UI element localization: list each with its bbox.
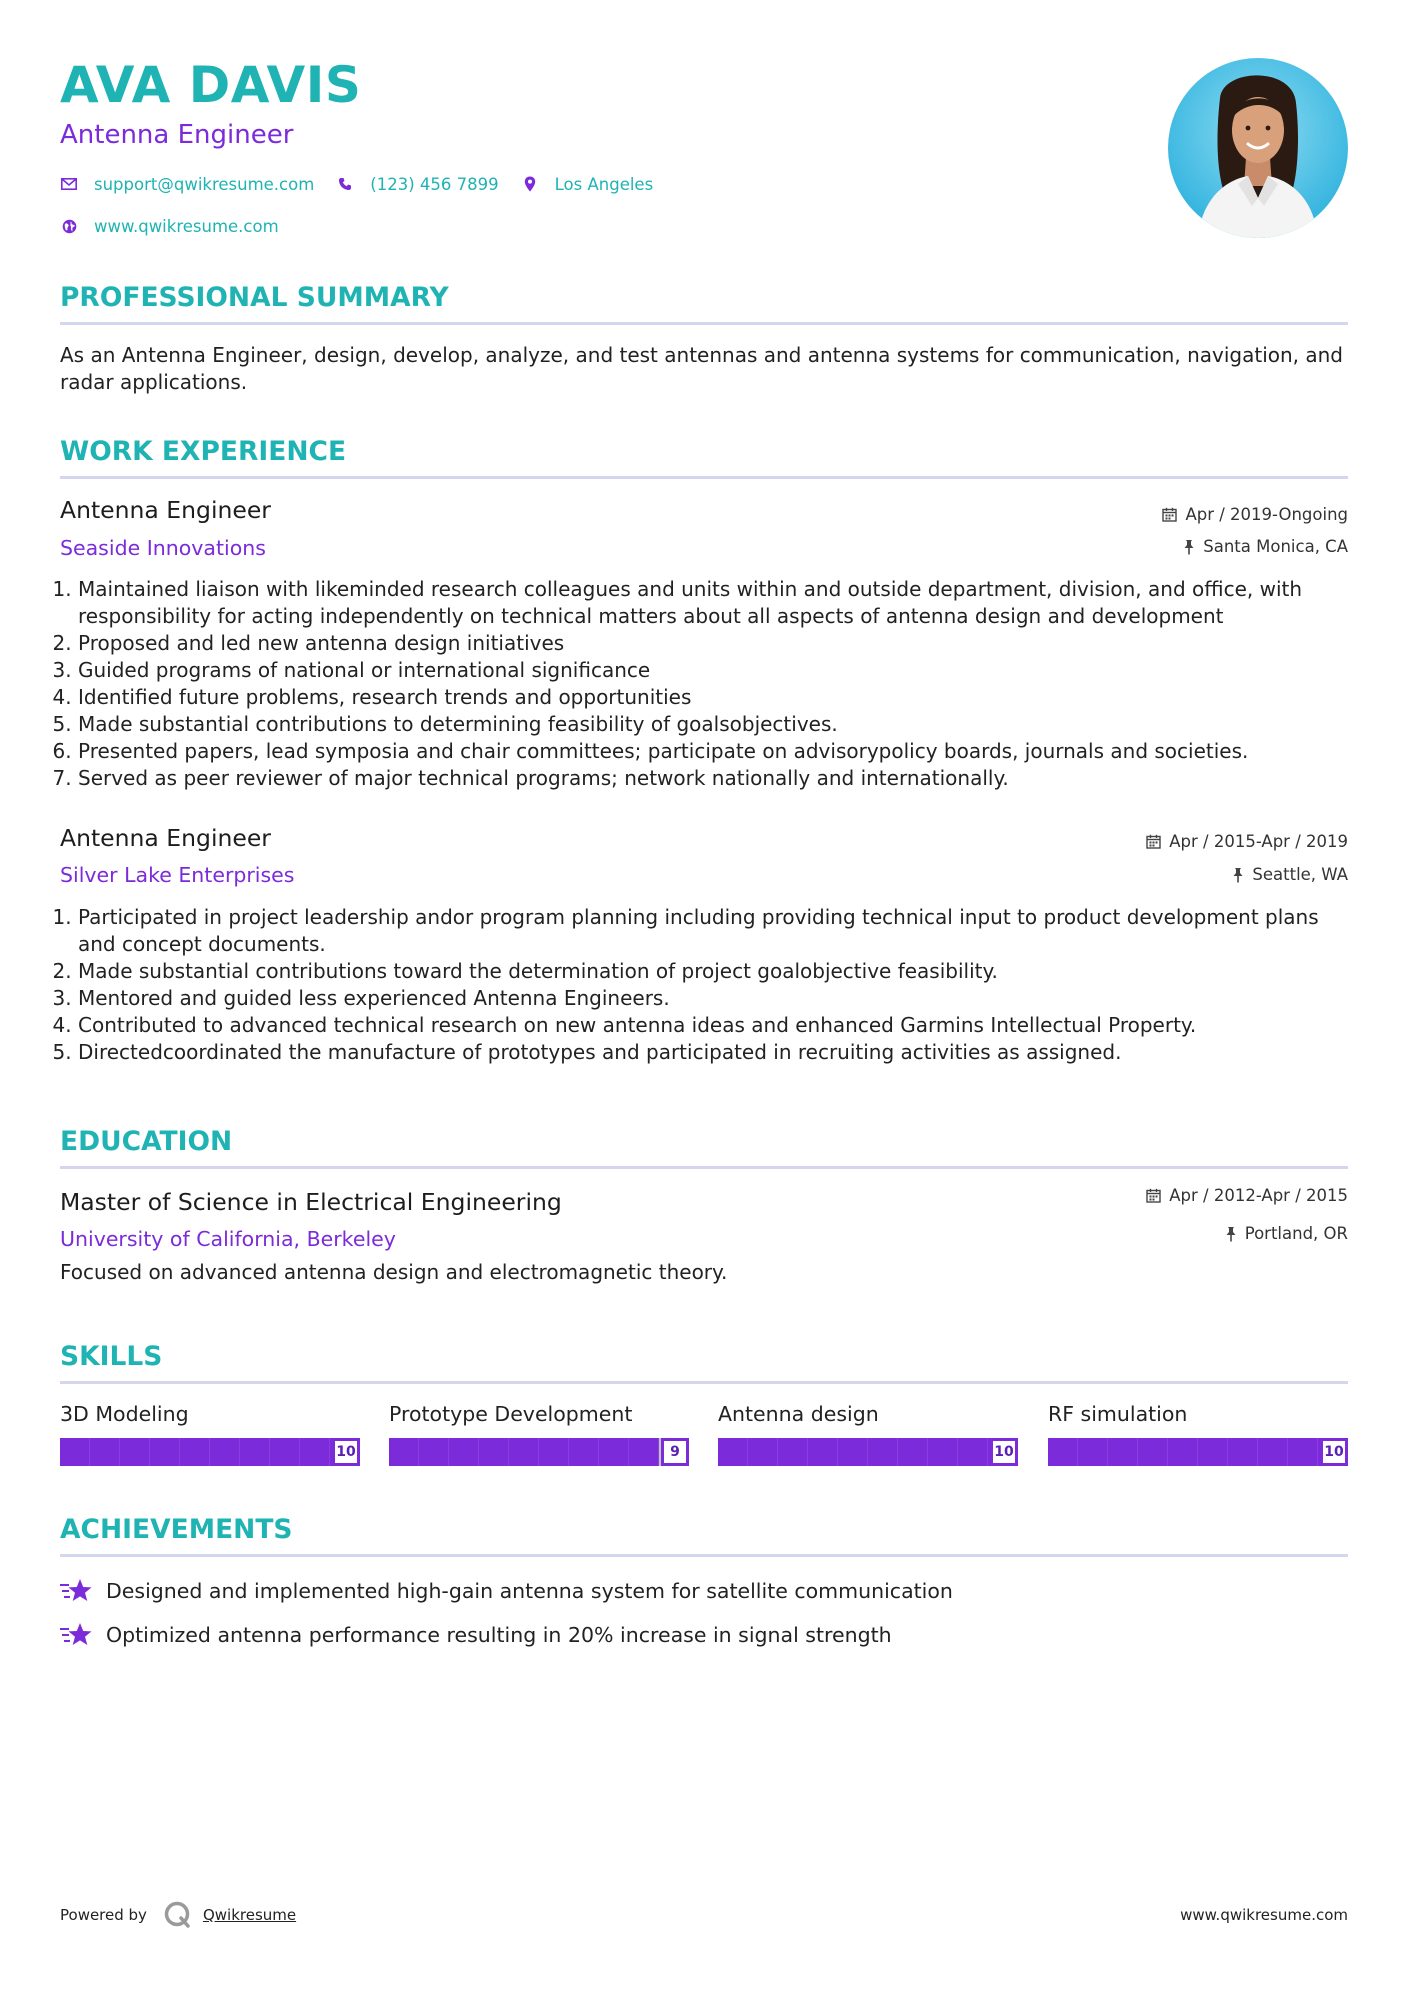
achievement-text: Designed and implemented high-gain antenna system for satellite communication — [106, 1579, 953, 1603]
skill-bar-segment — [300, 1438, 330, 1466]
pushpin-icon — [1225, 1226, 1237, 1242]
skill-bar-segment — [449, 1438, 479, 1466]
skill-bar-segment — [180, 1438, 210, 1466]
skill-bar-segment — [60, 1438, 90, 1466]
skill-score: 9 — [661, 1438, 689, 1466]
summary-text: As an Antenna Engineer, design, develop, analyze, and test antennas and antenna systems for communication, navigation, and radar applications. — [60, 343, 1343, 394]
candidate-name: AVA DAVIS — [60, 56, 362, 114]
section-divider — [60, 1166, 1348, 1169]
skill-item — [718, 1402, 1018, 1466]
skill-item — [60, 1402, 360, 1466]
section-divider — [60, 1381, 1348, 1384]
star-icon — [60, 1622, 92, 1648]
skill-bar-segment — [479, 1438, 509, 1466]
skill-bar-segment — [599, 1438, 629, 1466]
section-divider — [60, 322, 1348, 325]
skill-bar-segment — [778, 1438, 808, 1466]
skill-bar-segment — [1228, 1438, 1258, 1466]
skill-bar-segment — [90, 1438, 120, 1466]
company-name: Seaside Innovations — [60, 536, 266, 560]
skill-bar-segment — [808, 1438, 838, 1466]
section-title-education: EDUCATION — [60, 1126, 233, 1157]
job-duties-list — [60, 904, 1348, 1066]
list-item: 2. Proposed and led new antenna design initiatives — [78, 630, 1348, 657]
education-dates-text: Apr / 2012-Apr / 2015 — [1169, 1186, 1348, 1205]
list-item: 2. Made substantial contributions toward the determination of project goalobjective feasibility. — [78, 958, 1348, 985]
pushpin-icon — [1232, 867, 1244, 883]
calendar-icon — [1162, 507, 1177, 522]
section-title-work: WORK EXPERIENCE — [60, 436, 347, 467]
footer-powered-by — [60, 1900, 296, 1930]
skill-bar-segment — [1078, 1438, 1108, 1466]
skill-bar-segment — [569, 1438, 599, 1466]
school-name: University of California, Berkeley — [60, 1227, 396, 1251]
website-link[interactable]: www.qwikresume.com — [94, 216, 279, 236]
skill-score: 10 — [1320, 1438, 1348, 1466]
job-location-text: Seattle, WA — [1252, 865, 1348, 884]
footer-website[interactable]: www.qwikresume.com — [1180, 1906, 1348, 1924]
education-location-text: Portland, OR — [1244, 1224, 1348, 1243]
skill-bar-segment — [210, 1438, 240, 1466]
job-duties-list — [60, 576, 1348, 792]
skill-bar-segment — [1258, 1438, 1288, 1466]
skill-bar-segment — [270, 1438, 300, 1466]
skill-bar-segment — [389, 1438, 419, 1466]
skill-item — [1048, 1402, 1348, 1466]
skill-bar-segment — [1108, 1438, 1138, 1466]
pushpin-icon — [1183, 539, 1195, 555]
skill-bar-segment — [1168, 1438, 1198, 1466]
skill-bar-segment — [419, 1438, 449, 1466]
skill-bar-segment — [928, 1438, 958, 1466]
skill-bar-segment — [120, 1438, 150, 1466]
job-dates — [1162, 505, 1348, 524]
list-item: 6. Presented papers, lead symposia and chair committees; participate on advisorypolicy boards, journals and societies. — [78, 738, 1348, 765]
skill-rating-bar — [718, 1438, 1018, 1466]
job-location — [1183, 537, 1348, 556]
skill-bar-segment — [718, 1438, 748, 1466]
achievement-item — [60, 1622, 892, 1648]
skill-rating-bar — [389, 1438, 689, 1466]
resume-page — [60, 0, 1348, 1990]
calendar-icon — [1146, 1188, 1161, 1203]
map-pin-icon — [521, 175, 539, 193]
skill-bar-segment — [838, 1438, 868, 1466]
skill-bar-segment — [629, 1438, 659, 1466]
contact-row — [60, 172, 675, 196]
achievement-text: Optimized antenna performance resulting in 20% increase in signal strength — [106, 1623, 892, 1647]
skill-name: Antenna design — [718, 1402, 879, 1426]
calendar-icon — [1146, 834, 1161, 849]
skill-bar-segment — [1138, 1438, 1168, 1466]
section-title-skills: SKILLS — [60, 1341, 163, 1372]
section-divider — [60, 1554, 1348, 1557]
qwikresume-logo-icon — [163, 1900, 193, 1930]
job-dates — [1146, 832, 1348, 851]
profile-photo — [1168, 58, 1348, 238]
job-location — [1232, 865, 1348, 884]
list-item: 5. Made substantial contributions to determining feasibility of goalsobjectives. — [78, 711, 1348, 738]
job-dates-text: Apr / 2019-Ongoing — [1185, 505, 1348, 524]
list-item: 1. Maintained liaison with likeminded research colleagues and units within and outside department, division, and office, with responsibility for acting independently on technical matters about all aspects of antenna design and development — [78, 576, 1348, 630]
job-dates-text: Apr / 2015-Apr / 2019 — [1169, 832, 1348, 851]
skill-score: 10 — [332, 1438, 360, 1466]
skill-name: Prototype Development — [389, 1402, 633, 1426]
skill-name: 3D Modeling — [60, 1402, 189, 1426]
skill-rating-bar — [60, 1438, 360, 1466]
section-title-summary: PROFESSIONAL SUMMARY — [60, 282, 449, 313]
list-item: 3. Mentored and guided less experienced Antenna Engineers. — [78, 985, 1348, 1012]
skill-name: RF simulation — [1048, 1402, 1188, 1426]
powered-by-label: Powered by — [60, 1906, 147, 1924]
skill-score: 10 — [990, 1438, 1018, 1466]
section-divider — [60, 476, 1348, 479]
job-title: Antenna Engineer — [60, 824, 271, 852]
education-location — [1225, 1224, 1348, 1243]
phone-icon — [336, 175, 354, 193]
candidate-title: Antenna Engineer — [60, 120, 294, 150]
skill-bar-segment — [240, 1438, 270, 1466]
skill-bar-segment — [868, 1438, 898, 1466]
skill-item — [389, 1402, 689, 1466]
contact-row-website — [60, 214, 301, 238]
list-item: 1. Participated in project leadership andor program planning including providing technical input to product development plans and concept documents. — [78, 904, 1348, 958]
achievement-item — [60, 1578, 953, 1604]
company-name: Silver Lake Enterprises — [60, 863, 295, 887]
skill-bar-segment — [539, 1438, 569, 1466]
job-title: Antenna Engineer — [60, 496, 271, 524]
education-description: Focused on advanced antenna design and electromagnetic theory. — [60, 1260, 728, 1284]
star-icon — [60, 1578, 92, 1604]
list-item: 3. Guided programs of national or international significance — [78, 657, 1348, 684]
skill-bar-segment — [1198, 1438, 1228, 1466]
list-item: 5. Directedcoordinated the manufacture of prototypes and participated in recruiting activities as assigned. — [78, 1039, 1348, 1066]
list-item: 4. Contributed to advanced technical research on new antenna ideas and enhanced Garmins Intellectual Property. — [78, 1012, 1348, 1039]
list-item: 7. Served as peer reviewer of major technical programs; network nationally and internationally. — [78, 765, 1348, 792]
skill-bar-segment — [1288, 1438, 1318, 1466]
skill-bar-segment — [898, 1438, 928, 1466]
phone-number[interactable]: (123) 456 7899 — [370, 174, 499, 194]
skill-bar-segment — [748, 1438, 778, 1466]
skill-bar-segment — [509, 1438, 539, 1466]
list-item: 4. Identified future problems, research trends and opportunities — [78, 684, 1348, 711]
globe-icon — [60, 217, 78, 235]
email-link[interactable]: support@qwikresume.com — [94, 174, 315, 194]
envelope-icon — [60, 175, 78, 193]
education-dates — [1146, 1186, 1348, 1205]
skill-rating-bar — [1048, 1438, 1348, 1466]
location-text: Los Angeles — [554, 174, 654, 194]
qwikresume-link[interactable]: Qwikresume — [202, 1906, 297, 1924]
skill-bar-segment — [1048, 1438, 1078, 1466]
skill-bar-segment — [958, 1438, 988, 1466]
skill-bar-segment — [150, 1438, 180, 1466]
job-location-text: Santa Monica, CA — [1203, 537, 1348, 556]
section-title-achievements: ACHIEVEMENTS — [60, 1514, 293, 1545]
degree-title: Master of Science in Electrical Engineering — [60, 1188, 562, 1216]
